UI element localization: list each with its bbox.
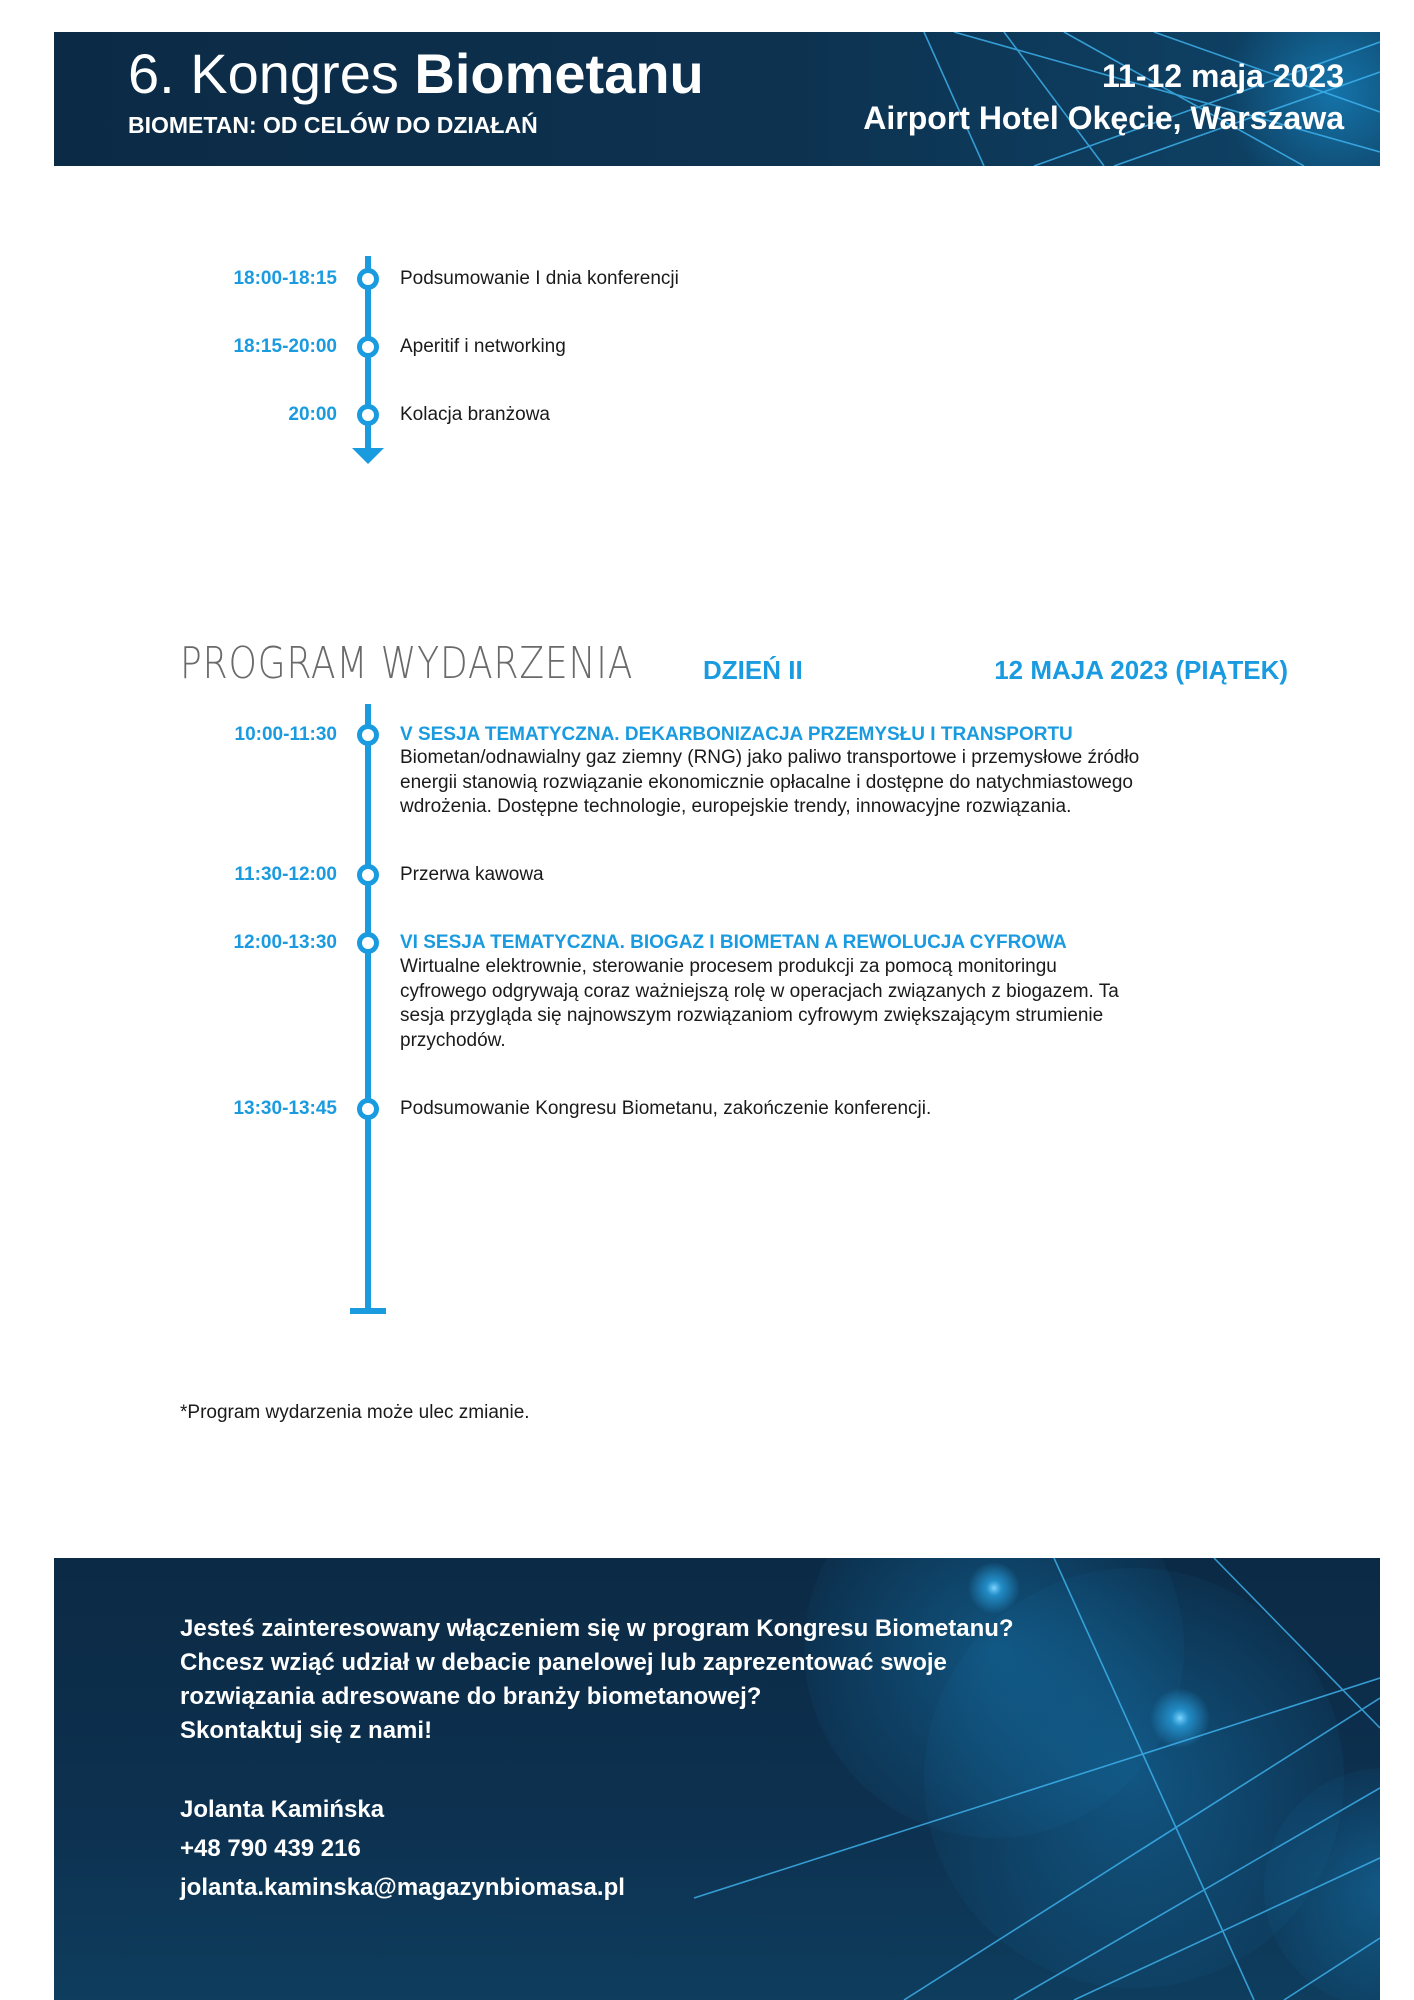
timeline-dot-icon — [357, 1098, 379, 1120]
session-time: 10:00-11:30 — [234, 724, 337, 745]
invitation-line: Chcesz wziąć udział w debacie panelowej lub zaprezentować swoje — [180, 1649, 947, 1676]
contact-name: Jolanta Kamińska — [180, 1796, 385, 1823]
timeline-dot-icon — [357, 932, 379, 954]
event-title-number: 6. Kongres — [128, 42, 399, 105]
program-date: 12 MAJA 2023 (PIĄTEK) — [994, 655, 1288, 685]
program-heading: PROGRAM WYDARZENIA — [180, 638, 634, 689]
program-day: DZIEŃ II — [703, 655, 803, 685]
contact-email[interactable]: jolanta.kaminska@magazynbiomasa.pl — [180, 1874, 625, 1901]
session-title: V SESJA TEMATYCZNA. DEKARBONIZACJA PRZEMYSŁU I TRANSPORTU — [400, 724, 1073, 745]
header-banner — [54, 32, 1380, 166]
event-venue: Airport Hotel Okęcie, Warszawa — [863, 100, 1344, 136]
day1-item-text: Kolacja branżowa — [400, 404, 550, 425]
session-description-line: Biometan/odnawialny gaz ziemny (RNG) jako paliwo transportowe i przemysłowe źródło — [400, 747, 1140, 768]
invitation-line: Skontaktuj się z nami! — [180, 1717, 433, 1744]
session-description-line: sesja przygląda się najnowszym rozwiązaniom cyfrowym zwiększającym strumienie — [400, 1005, 1104, 1026]
contact-invitation — [180, 1612, 1014, 1748]
session-time: 12:00-13:30 — [233, 932, 337, 953]
day2-item-text: Przerwa kawowa — [400, 864, 544, 885]
timeline-dot-icon — [357, 268, 379, 290]
event-title — [128, 42, 704, 106]
day2-item-time: 13:30-13:45 — [233, 1098, 337, 1119]
day2-item-time: 11:30-12:00 — [234, 864, 337, 885]
timeline-dot-icon — [357, 404, 379, 426]
day1-item-text: Aperitif i networking — [400, 336, 566, 357]
session-description — [400, 746, 1280, 820]
day2-item-text: Podsumowanie Kongresu Biometanu, zakończenie konferencji. — [400, 1098, 932, 1119]
day2-timeline-line — [365, 704, 371, 1312]
timeline-arrow-down-icon — [352, 448, 384, 464]
timeline-dot-icon — [357, 336, 379, 358]
contact-phone[interactable]: +48 790 439 216 — [180, 1835, 361, 1862]
invitation-line: Jesteś zainteresowany włączeniem się w program Kongresu Biometanu? — [180, 1615, 1014, 1642]
timeline-end-cap — [350, 1308, 386, 1314]
event-subtitle: BIOMETAN: OD CELÓW DO DZIAŁAŃ — [128, 112, 538, 138]
contact-footer — [54, 1558, 1380, 2000]
contact-details — [180, 1790, 625, 1907]
session-description — [400, 955, 1280, 1053]
session-description-line: przychodów. — [400, 1029, 506, 1051]
program-footnote: *Program wydarzenia może ulec zmianie. — [180, 1402, 530, 1423]
session-description-line: Wirtualne elektrownie, sterowanie procesem produkcji za pomocą monitoringu — [400, 956, 1057, 977]
day1-item-time: 20:00 — [288, 404, 337, 425]
session-title: VI SESJA TEMATYCZNA. BIOGAZ I BIOMETAN A REWOLUCJA CYFROWA — [400, 932, 1067, 953]
timeline-dot-icon — [357, 724, 379, 746]
event-dates: 11-12 maja 2023 — [1102, 58, 1344, 94]
day1-item-time: 18:00-18:15 — [233, 268, 337, 289]
day1-item-text: Podsumowanie I dnia konferencji — [400, 268, 679, 289]
session-description-line: cyfrowego odgrywają coraz ważniejszą rolę w operacjach związanych z biogazem. Ta — [400, 980, 1119, 1002]
session-description-line: wdrożenia. Dostępne technologie, europejskie trendy, innowacyjne rozwiązania. — [400, 796, 1072, 817]
session-description-line: energii stanowią rozwiązanie ekonomicznie opłacalne i dostępne do natychmiastowego — [400, 771, 1133, 793]
day1-item-time: 18:15-20:00 — [233, 336, 337, 357]
timeline-dot-icon — [357, 864, 379, 886]
event-title-bold: Biometanu — [414, 42, 704, 105]
invitation-line: rozwiązania adresowane do branży biometanowej? — [180, 1683, 762, 1710]
